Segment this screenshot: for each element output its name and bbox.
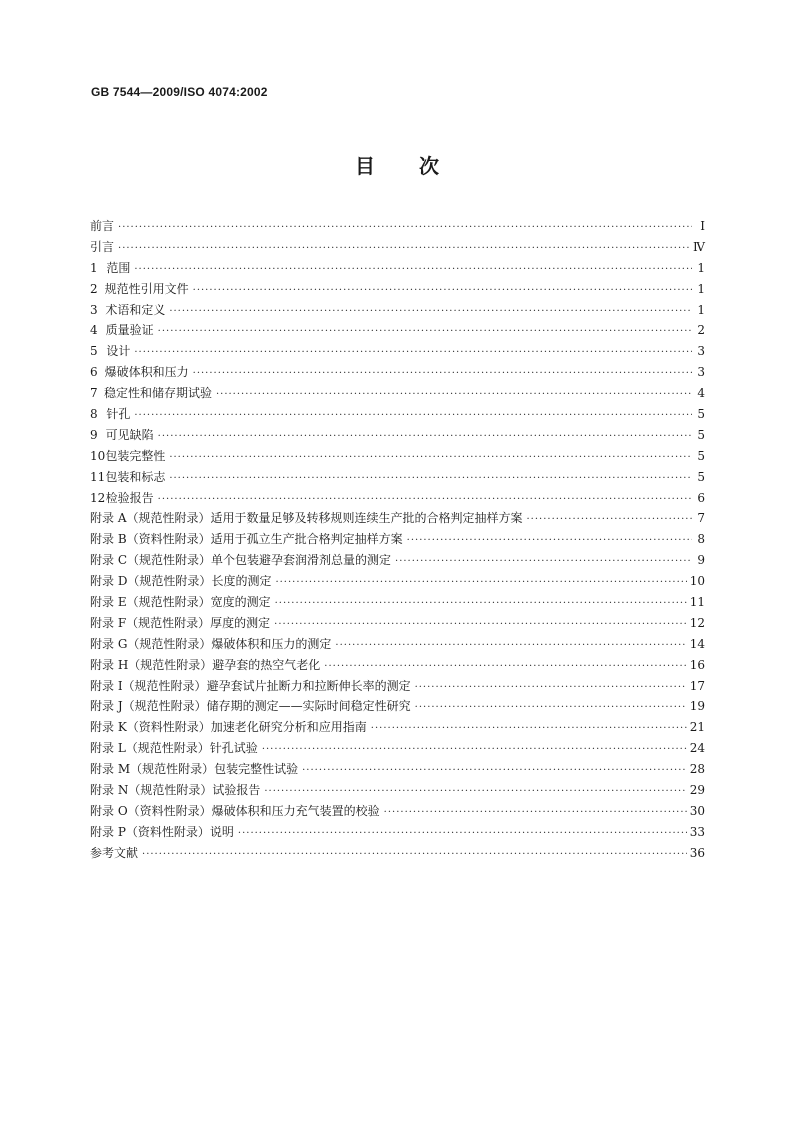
toc-leader-dots (134, 260, 692, 281)
toc-entry[interactable] (90, 801, 705, 822)
toc-entry-title: 可见缺陷 (105, 427, 154, 442)
toc-entry-page: 11 (689, 595, 705, 610)
toc-entry-number: 9 (90, 427, 98, 442)
toc-leader-dots (169, 448, 692, 469)
toc-entry-number: 11 (90, 469, 106, 484)
toc-entry-page: 1 (697, 281, 705, 296)
toc-entry-page: 12 (689, 615, 705, 630)
toc-entry-title: 包装和标志 (105, 469, 166, 484)
toc-entry[interactable] (90, 655, 705, 676)
toc-entry-title: 避孕套的热空气老化 (212, 657, 321, 672)
toc-entry-annex-label: 附录 K（资料性附录） (90, 720, 211, 735)
toc-entry-number: 1 (90, 260, 98, 275)
toc-entry-number: 4 (90, 323, 98, 338)
toc-entry[interactable] (90, 843, 705, 864)
toc-entry-page: 36 (689, 845, 705, 860)
toc-entry-page: 28 (689, 762, 705, 777)
toc-entry-number: 7 (90, 386, 98, 401)
title-char-right: 次 (419, 154, 439, 178)
toc-entry-title: 宽度的测定 (210, 595, 271, 610)
toc-leader-dots (384, 803, 687, 824)
toc-entry-annex-label: 附录 H（规范性附录） (90, 657, 213, 672)
toc-entry[interactable] (90, 759, 705, 780)
toc-entry-page: 1 (697, 302, 705, 317)
toc-entry-page: 16 (689, 657, 705, 672)
toc-entry-annex-label: 附录 C（规范性附录） (90, 553, 211, 568)
toc-entry[interactable] (90, 780, 705, 801)
document-code: GB 7544—2009/ISO 4074:2002 (91, 85, 268, 99)
toc-entry-page: 9 (697, 553, 705, 568)
toc-entry[interactable] (90, 425, 705, 446)
toc-entry[interactable] (90, 216, 705, 237)
toc-entry-page: 33 (689, 824, 705, 839)
toc-leader-dots (264, 782, 686, 803)
toc-entry-annex-label: 附录 F（规范性附录） (90, 615, 211, 630)
toc-entry[interactable] (90, 362, 705, 383)
toc-entry-page: 1 (697, 260, 705, 275)
toc-leader-dots (527, 510, 693, 531)
toc-entry-title: 说明 (209, 824, 234, 839)
toc-leader-dots (169, 469, 692, 490)
toc-entry-annex-label: 附录 N（规范性附录） (90, 783, 213, 798)
toc-entry[interactable] (90, 467, 705, 488)
toc-entry-title: 针孔试验 (209, 741, 258, 756)
toc-leader-dots (324, 657, 686, 678)
title-char-left: 目 (355, 154, 375, 178)
toc-leader-dots (275, 594, 687, 615)
toc-entry[interactable] (90, 634, 705, 655)
toc-leader-dots (395, 552, 692, 573)
toc-entry-page: Ⅳ (693, 239, 705, 254)
toc-entry-number: 12 (90, 490, 106, 505)
toc-entry[interactable] (90, 488, 705, 509)
toc-entry[interactable] (90, 258, 705, 279)
toc-entry-title: 引言 (90, 239, 115, 254)
toc-entry-number: 2 (90, 281, 98, 296)
toc-leader-dots (415, 698, 687, 719)
toc-entry[interactable] (90, 300, 705, 321)
toc-entry-title: 适用于孤立生产批合格判定抽样方案 (210, 532, 403, 547)
toc-entry-page: 7 (697, 511, 705, 526)
toc-entry-page: 2 (697, 323, 705, 338)
toc-leader-dots (371, 719, 687, 740)
toc-entry-number: 8 (90, 407, 98, 422)
toc-leader-dots (134, 343, 692, 364)
toc-leader-dots (274, 615, 687, 636)
toc-entry-title: 范围 (106, 260, 131, 275)
toc-leader-dots (275, 573, 686, 594)
toc-entry-title: 针孔 (106, 407, 131, 422)
toc-entry-title: 爆破体积和压力的测定 (211, 636, 332, 651)
toc-entry-page: 8 (697, 532, 705, 547)
toc-leader-dots (169, 302, 692, 323)
toc-entry-page: 3 (697, 365, 705, 380)
toc-entry[interactable] (90, 529, 705, 550)
toc-leader-dots (158, 322, 692, 343)
toc-entry-title: 术语和定义 (105, 302, 166, 317)
toc-entry-title: 规范性引用文件 (104, 281, 189, 296)
toc-entry-title: 厚度的测定 (210, 615, 271, 630)
toc-entry-page: 4 (697, 386, 705, 401)
toc-entry-title: 前言 (90, 219, 115, 233)
toc-leader-dots (118, 218, 692, 239)
toc-entry-number: 3 (90, 302, 98, 317)
toc-entry[interactable] (90, 550, 705, 571)
toc-entry-title: 质量验证 (105, 323, 154, 338)
toc-entry-title: 参考文献 (90, 845, 139, 860)
toc-entry-title: 加速老化研究分析和应用指南 (210, 720, 367, 735)
toc-entry-page: 14 (689, 636, 705, 651)
toc-entry-page: 6 (697, 490, 705, 505)
toc-entry[interactable] (90, 696, 705, 717)
toc-entry-page: 30 (689, 803, 705, 818)
toc-entry-annex-label: 附录 J（规范性附录） (90, 699, 207, 714)
toc-entry-title: 试验报告 (212, 783, 261, 798)
toc-leader-dots (415, 678, 687, 699)
toc-entry[interactable] (90, 508, 705, 529)
toc-entry-title: 爆破体积和压力 (104, 365, 189, 380)
toc-entry-annex-label: 附录 O（资料性附录） (90, 803, 212, 818)
toc-entry-annex-label: 附录 E（规范性附录） (90, 595, 211, 610)
toc-entry-title: 适用于数量足够及转移规则连续生产批的合格判定抽样方案 (210, 511, 523, 526)
table-of-contents (90, 216, 705, 864)
toc-entry-annex-label: 附录 B（资料性附录） (90, 532, 211, 547)
toc-entry[interactable] (90, 404, 705, 425)
toc-entry-title: 爆破体积和压力充气装置的校验 (211, 803, 380, 818)
toc-entry[interactable] (90, 279, 705, 300)
toc-leader-dots (158, 490, 692, 511)
toc-entry[interactable] (90, 717, 705, 738)
toc-leader-dots (142, 845, 687, 866)
toc-entry-number: 10 (90, 448, 106, 463)
toc-entry-title: 检验报告 (105, 490, 154, 505)
toc-entry-page: 19 (689, 699, 705, 714)
toc-entry-page: 5 (697, 469, 705, 484)
toc-entry-page: 5 (697, 407, 705, 422)
toc-entry-page: 29 (689, 783, 705, 798)
toc-entry-number: 6 (90, 365, 98, 380)
toc-entry-annex-label: 附录 G（规范性附录） (90, 636, 212, 651)
toc-leader-dots (134, 406, 692, 427)
toc-entry-annex-label: 附录 P（资料性附录） (90, 824, 210, 839)
toc-entry[interactable] (90, 571, 705, 592)
toc-leader-dots (118, 239, 690, 260)
toc-leader-dots (216, 385, 692, 406)
toc-entry-title: 包装完整性试验 (214, 762, 299, 777)
toc-leader-dots (335, 636, 686, 657)
toc-entry-annex-label: 附录 L（规范性附录） (90, 741, 210, 756)
page-title (0, 150, 794, 179)
toc-entry[interactable] (90, 592, 705, 613)
toc-entry-page: 17 (689, 678, 705, 693)
toc-entry-page: 5 (697, 427, 705, 442)
toc-entry-page: 10 (689, 574, 705, 589)
toc-entry-annex-label: 附录 D（规范性附录） (90, 574, 212, 589)
toc-leader-dots (302, 761, 687, 782)
toc-leader-dots (193, 281, 692, 302)
toc-entry-page: Ⅰ (700, 219, 705, 233)
toc-leader-dots (407, 531, 692, 552)
toc-entry-title: 避孕套试片扯断力和拉断伸长率的测定 (206, 678, 411, 693)
toc-entry[interactable] (90, 341, 705, 362)
toc-entry[interactable] (90, 446, 705, 467)
toc-entry-title: 单个包装避孕套润滑剂总量的测定 (211, 553, 392, 568)
toc-leader-dots (262, 740, 687, 761)
toc-entry-title: 稳定性和储存期试验 (103, 386, 212, 401)
toc-leader-dots (158, 427, 692, 448)
toc-entry[interactable] (90, 320, 705, 341)
toc-entry-title: 储存期的测定——实际时间稳定性研究 (206, 699, 411, 714)
toc-leader-dots (193, 364, 692, 385)
toc-entry[interactable] (90, 822, 705, 843)
toc-entry-title: 长度的测定 (211, 574, 272, 589)
toc-entry[interactable] (90, 738, 705, 759)
toc-entry-page: 21 (689, 720, 705, 735)
toc-entry-annex-label: 附录 M（规范性附录） (90, 762, 215, 777)
toc-entry[interactable] (90, 613, 705, 634)
toc-entry-page: 24 (689, 741, 705, 756)
toc-entry-title: 包装完整性 (105, 448, 166, 463)
toc-leader-dots (238, 824, 687, 845)
toc-entry-page: 5 (697, 448, 705, 463)
toc-entry[interactable] (90, 383, 705, 404)
toc-entry-title: 设计 (106, 344, 131, 359)
toc-entry-page: 3 (697, 344, 705, 359)
toc-entry-annex-label: 附录 I（规范性附录） (90, 678, 207, 693)
toc-entry-number: 5 (90, 344, 98, 359)
toc-entry[interactable] (90, 676, 705, 697)
toc-entry-annex-label: 附录 A（规范性附录） (90, 511, 211, 526)
toc-entry[interactable] (90, 237, 705, 258)
